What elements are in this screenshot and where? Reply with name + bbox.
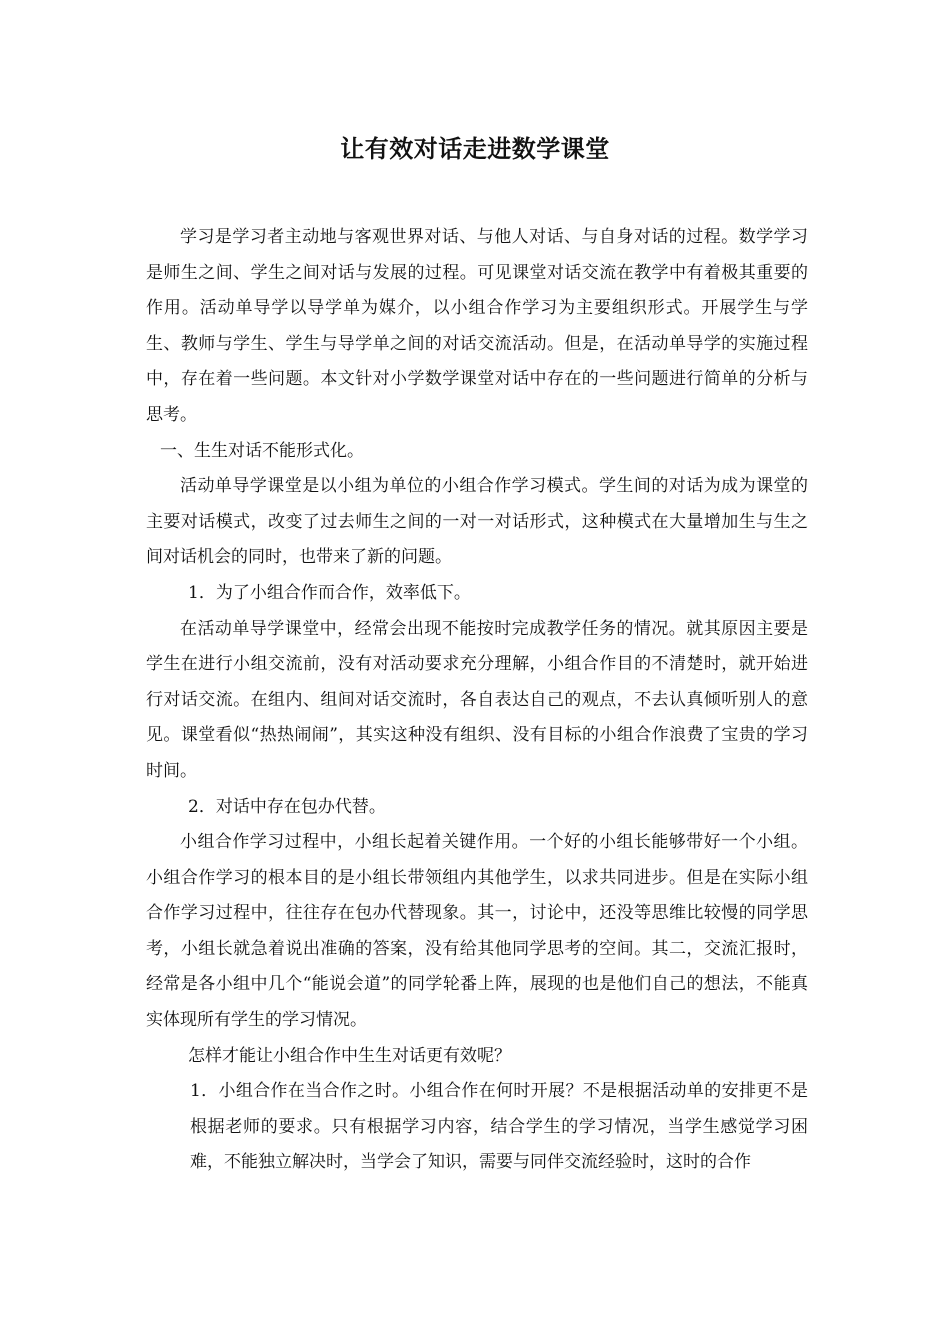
paragraph-intro: 学习是学习者主动地与客观世界对话、与他人对话、与自身对话的过程。数学学习是师生之间、学生之间对话与发展的过程。可见课堂对话交流在教学中有着极其重要的作用。活动单导学以导学单为媒介，以小组合作学习为主要组织形式。开展学生与学生、教师与学生、学生与导学单之间的对话交流活动。但是，在活动单导学的实施过程中，存在着一些问题。本文针对小学数学课堂对话中存在的一些问题进行简单的分析与思考。 [146, 227, 808, 425]
paragraph-problem-1: 在活动单导学课堂中，经常会出现不能按时完成教学任务的情况。就其原因主要是学生在进行小组交流前，没有对活动要求充分理解，小组合作目的不清楚时，就开始进行对话交流。在组内、组间对话交流时，各自表达自己的观点，不去认真倾听别人的意见。课堂看似“热热闹闹”，其实这种没有组织、没有目标的小组合作浪费了宝贵的学习时间。 [146, 618, 808, 781]
section-heading-1: 一、生生对话不能形式化。 [160, 440, 364, 461]
document-body [146, 220, 808, 1181]
subheading-2: 2．对话中存在包办代替。 [188, 796, 386, 817]
document-title: 让有效对话走进数学课堂 [340, 135, 610, 163]
paragraph-section-1: 活动单导学课堂是以小组为单位的小组合作学习模式。学生间的对话为成为课堂的主要对话模式，改变了过去师生之间的一对一对话形式，这种模式在大量增加生与生之间对话机会的同时，也带来了新的问题。 [146, 476, 808, 568]
question-heading: 怎样才能让小组合作中生生对话更有效呢？ [188, 1045, 511, 1066]
subheading-1: 1．为了小组合作而合作，效率低下。 [188, 582, 471, 603]
paragraph-problem-2: 小组合作学习过程中，小组长起着关键作用。一个好的小组长能够带好一个小组。小组合作学习的根本目的是小组长带领组内其他学生，以求共同进步。但是在实际小组合作学习过程中，往往存在包办代替现象。其一，讨论中，还没等思维比较慢的同学思考，小组长就急着说出准确的答案，没有给其他同学思考的空间。其二，交流汇报时，经常是各小组中几个“能说会道”的同学轮番上阵，展现的也是他们自己的想法，不能真实体现所有学生的学习情况。 [146, 832, 808, 1031]
paragraph-solution-1: 1．小组合作在当合作之时。小组合作在何时开展？不是根据活动单的安排更不是根据老师的要求。只有根据学习内容，结合学生的学习情况，当学生感觉学习困难，不能独立解决时，当学会了知识，需要与同伴交流经验时，这时的合作 [190, 1081, 808, 1173]
